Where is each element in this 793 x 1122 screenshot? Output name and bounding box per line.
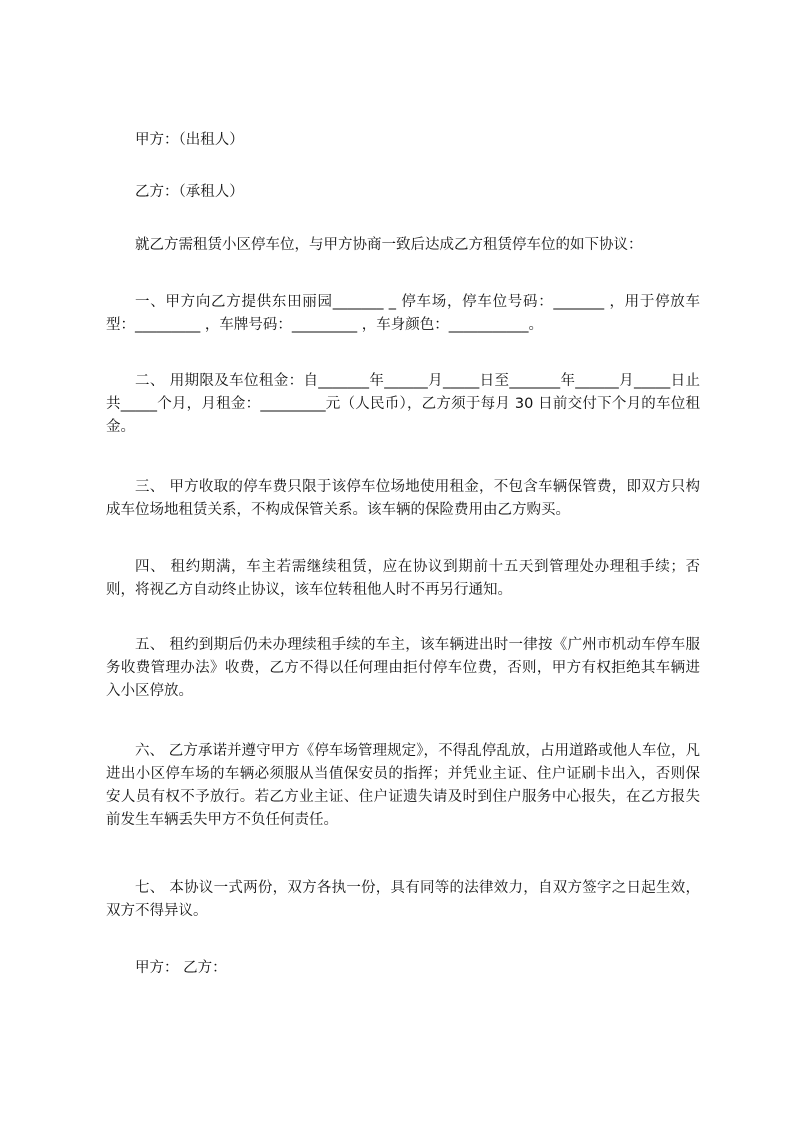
clause-2: 二、 用期限及车位租金：自_______年______月_____日至_______年______月_____日止共_____个月，月租金：_________元（人民币），乙方须于每月 30 日前交付下个月的车位租金。 bbox=[106, 373, 700, 435]
party-a-line: 甲方：（出租人） bbox=[135, 132, 244, 148]
clause-3: 三、 甲方收取的停车费只限于该停车位场地使用租金，不包含车辆保管费，即双方只构成车位场地租赁关系，不构成保管关系。该车辆的保险费用由乙方购买。 bbox=[106, 479, 700, 518]
clause-7: 七、 本协议一式两份，双方各执一份，具有同等的法律效力，自双方签字之日起生效，双方不得异议。 bbox=[106, 880, 700, 919]
intro-paragraph: 就乙方需租赁小区停车位，与甲方协商一致后达成乙方租赁停车位的如下协议： bbox=[135, 237, 643, 253]
clause-4: 四、 租约期满，车主若需继续租赁，应在协议到期前十五天到管理处办理租手续；否则，将视乙方自动终止协议，该车位转租他人时不再另行通知。 bbox=[106, 559, 700, 598]
clause-1: 一、甲方向乙方提供东田丽园_______ _ 停车场，停车位号码：_______ ，用于停放车型：_________ ，车牌号码：_________ ，车身颜色：___________。 bbox=[106, 294, 700, 333]
signature-line: 甲方： 乙方： bbox=[135, 960, 227, 976]
clause-5: 五、 租约到期后仍未办理续租手续的车主，该车辆进出时一律按《广州市机动车停车服务收费管理办法》收费，乙方不得以任何理由拒付停车位费，否则，甲方有权拒绝其车辆进入小区停放。 bbox=[106, 637, 700, 699]
party-b-line: 乙方：（承租人） bbox=[135, 184, 244, 200]
clause-6: 六、 乙方承诺并遵守甲方《停车场管理规定》，不得乱停乱放，占用道路或他人车位，凡进出小区停车场的车辆必须服从当值保安员的指挥；并凭业主证、住户证刷卡出入，否则保安人员有权不予放行。若乙方业主证、住户证遗失请及时到住户服务中心报失，在乙方报失前发生车辆丢失甲方不负任何责任。 bbox=[106, 743, 700, 828]
